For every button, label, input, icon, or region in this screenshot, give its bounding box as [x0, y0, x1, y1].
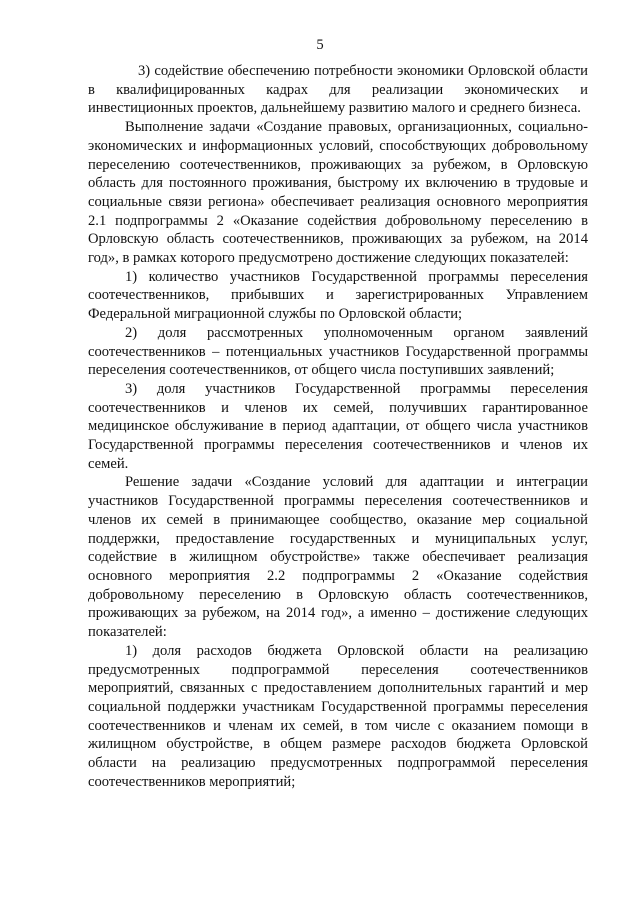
paragraph-indicator-3: 3) доля участников Государственной программы переселения соотечественников и членов их семей, получивших гарантированное медицинское обслуживание в период адаптации, от общего числа участников Государственной программы переселения соотечественников и членов их семей. — [88, 380, 588, 472]
paragraph-task-activity-2-2: Решение задачи «Создание условий для адаптации и интеграции участников Государственной программы переселения соотечественников и членов их семей в принимающее сообщество, оказание мер социальной поддержки, предоставление государственных и муниципальных услуг, содействие в жилищном обустройстве» также обеспечивает реализация основного мероприятия 2.2 подпрограммы 2 «Оказание содействия добровольному переселению в Орловскую область соотечественников, проживающих за рубежом, на 2014 год», а именно – достижение следующих показателей: — [88, 474, 588, 641]
paragraph-task-activity-2-1: Выполнение задачи «Создание правовых, организационных, социально-экономических и информационных условий, способствующих добровольному переселению соотечественников, проживающих за рубежом, в Орловскую область для постоянного проживания, быстрому их включению в трудовые и социальные связи региона» обеспечивает реализация основного мероприятия 2.1 подпрограммы 2 «Оказание содействия добровольному переселению в Орловскую область соотечественников, проживающих за рубежом, на 2014 год», в рамках которого предусмотрено достижение следующих показателей: — [88, 119, 588, 267]
document-body — [88, 62, 588, 791]
paragraph-budget-indicator: 1) доля расходов бюджета Орловской области на реализацию предусмотренных подпрограммой переселения соотечественников мероприятий, связанных с предоставлением дополнительных гарантий и мер социальной поддержки участникам Государственной программы переселения соотечественников и членам их семей, в том числе с оказанием помощи в жилищном обустройстве, в общем размере расходов бюджета Орловской области на реализацию предусмотренных подпрограммой переселения соотечественников мероприятий; — [88, 642, 588, 790]
paragraph-goal-3: 3) содействие обеспечению потребности экономики Орловской области в квалифицированных кадрах для реализации экономических и инвестиционных проектов, дальнейшему развитию малого и среднего бизнеса. — [88, 63, 588, 117]
paragraph-indicator-1: 1) количество участников Государственной программы переселения соотечественников, прибывших и зарегистрированных Управлением Федеральной миграционной службы по Орловской области; — [88, 268, 588, 323]
paragraph-indicator-2: 2) доля рассмотренных уполномоченным органом заявлений соотечественников – потенциальных участников Государственной программы переселения соотечественников, от общего числа поступивших заявлений; — [88, 324, 588, 379]
page-number: 5 — [316, 37, 324, 53]
